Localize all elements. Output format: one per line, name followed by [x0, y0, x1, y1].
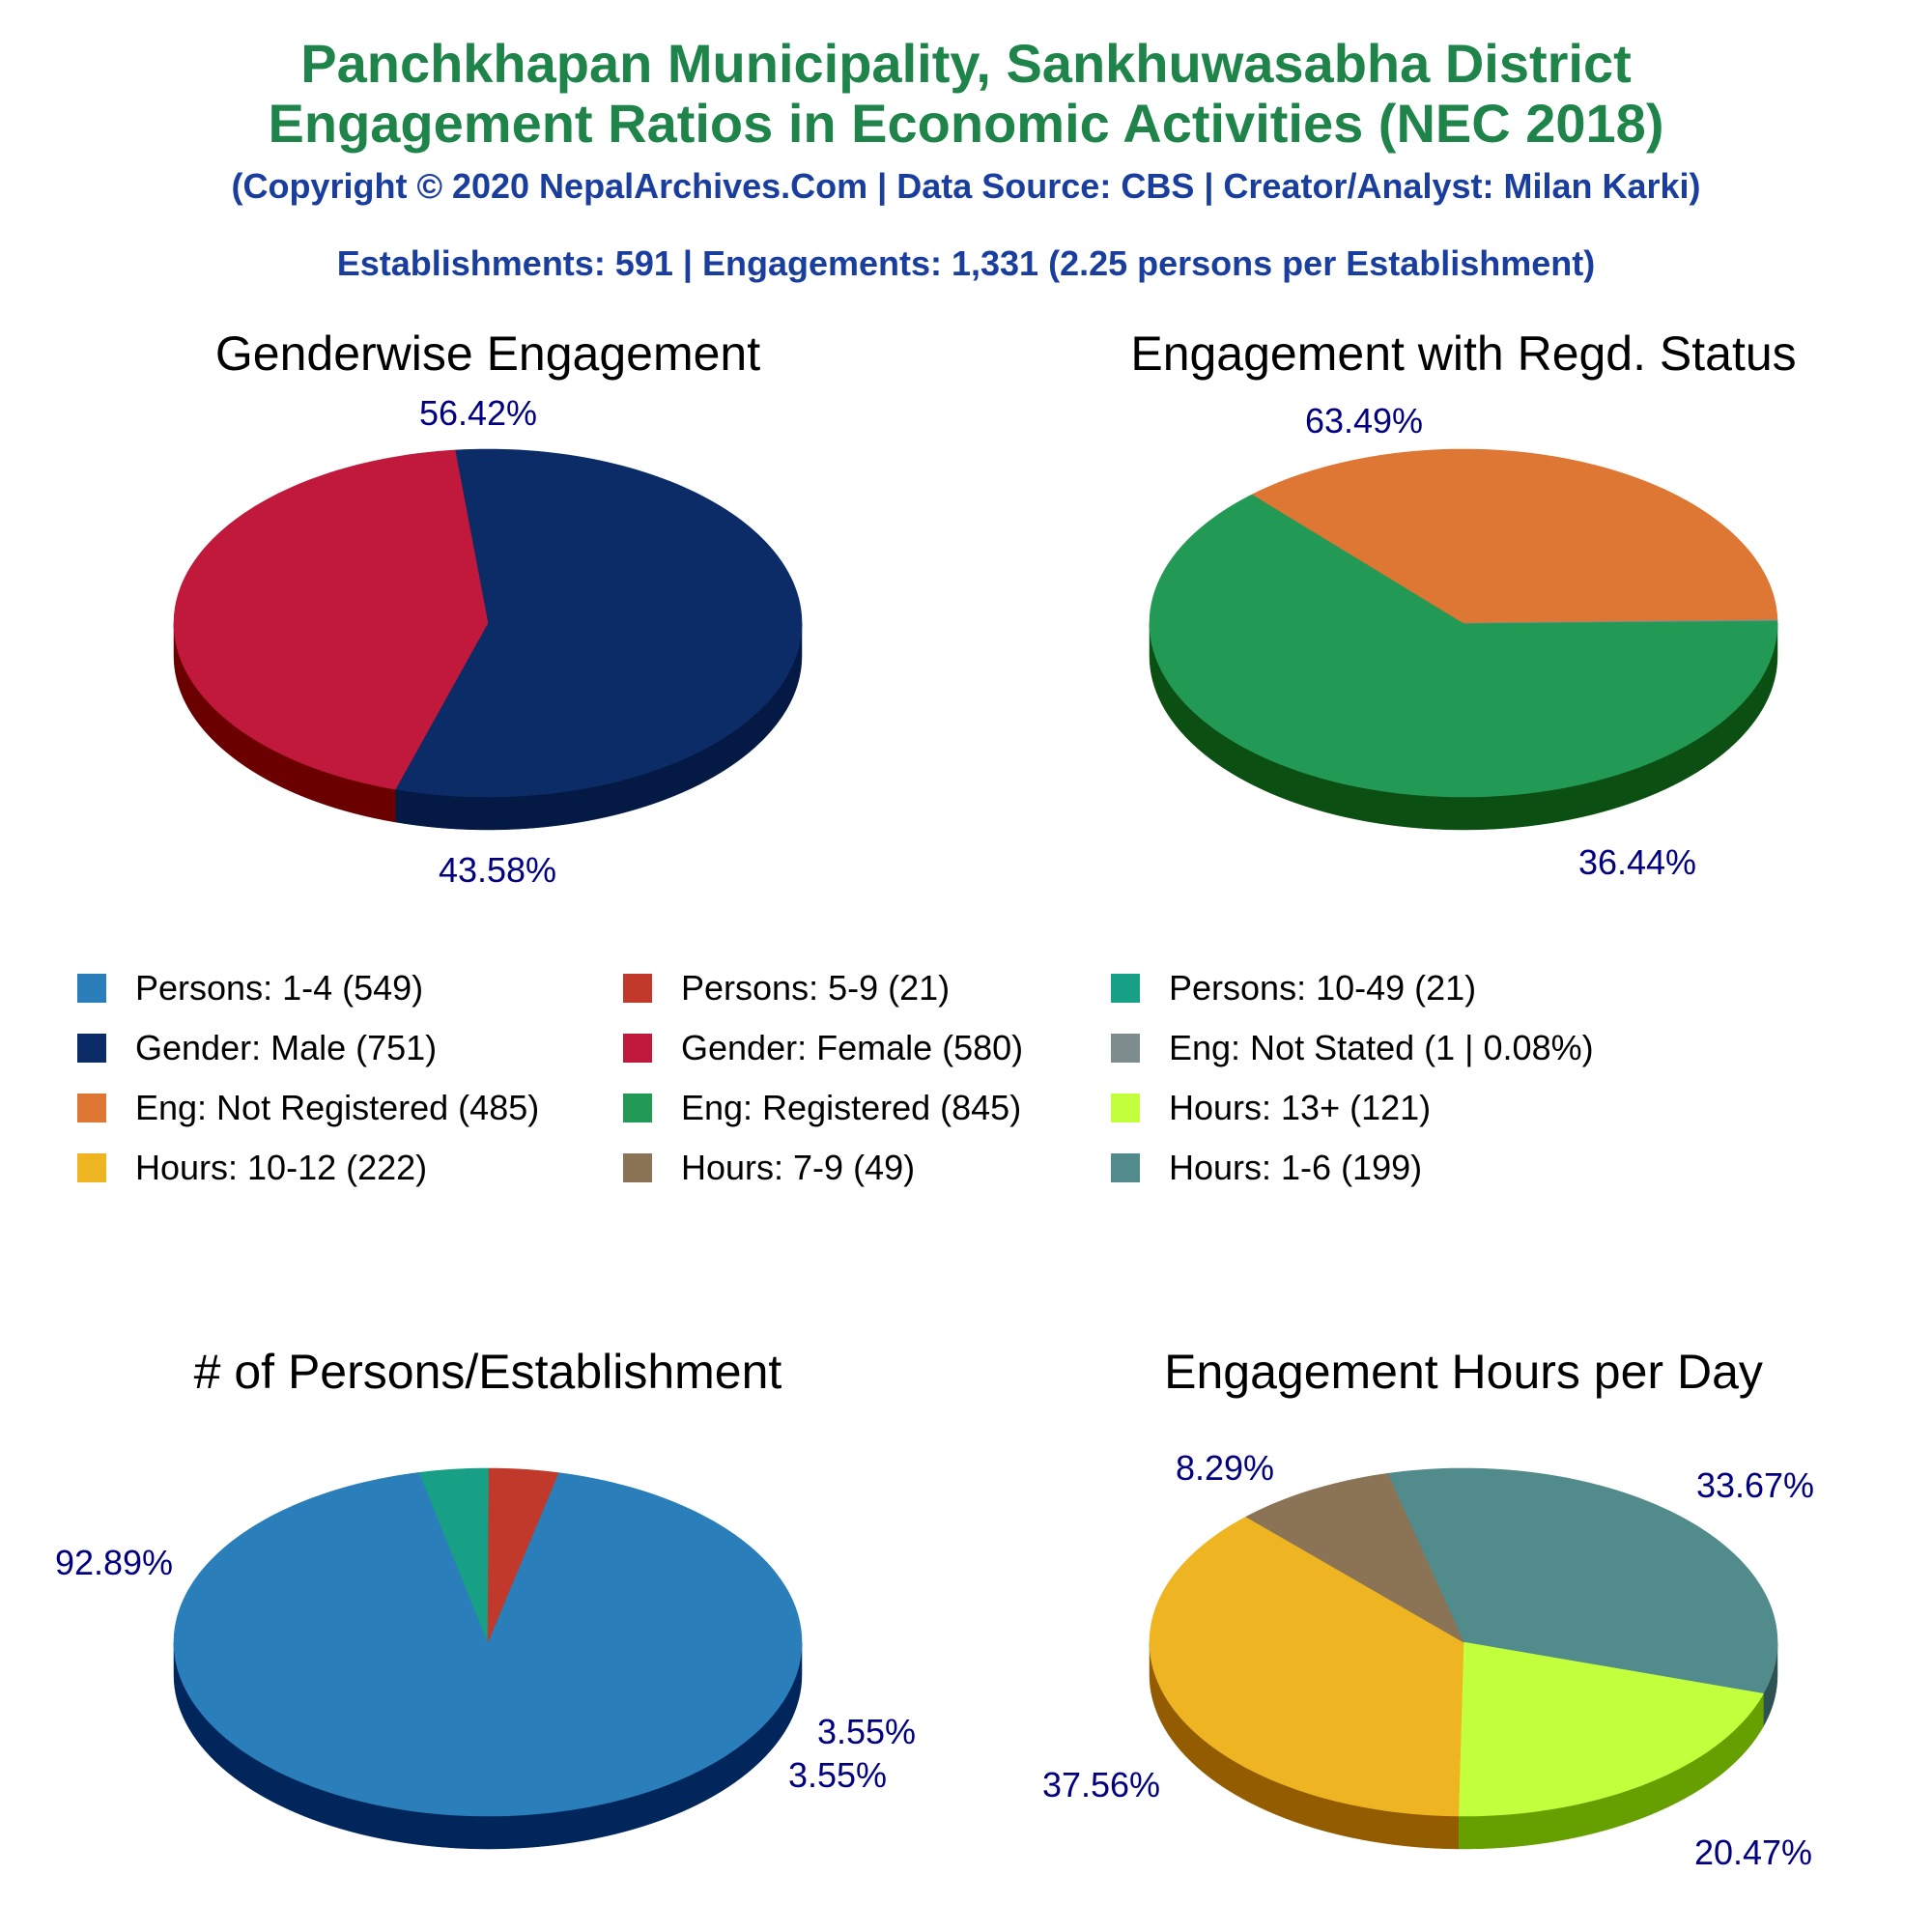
- legend-label: Eng: Registered (845): [681, 1088, 1022, 1127]
- pie-slice-label: 3.55%: [816, 1712, 917, 1751]
- pie-title: Engagement Hours per Day: [1164, 1345, 1763, 1399]
- pie-slice-label: 56.42%: [418, 393, 538, 433]
- legend-swatch: [77, 1094, 106, 1122]
- page-title-line1: Panchkhapan Municipality, Sankhuwasabha District: [300, 33, 1632, 94]
- legend-label: Hours: 7-9 (49): [681, 1148, 916, 1187]
- pie-chart-4: [1042, 1345, 1814, 1872]
- pie-title: Genderwise Engagement: [214, 327, 761, 381]
- pie-slice-label: 33.67%: [1695, 1465, 1815, 1505]
- legend-item: [77, 1144, 427, 1192]
- legend-swatch: [623, 1094, 652, 1122]
- pie-chart-2: [1130, 327, 1796, 882]
- legend-label: Gender: Female (580): [681, 1028, 1024, 1067]
- pie-chart-1: [174, 327, 802, 890]
- pie-title: # of Persons/Establishment: [193, 1345, 782, 1399]
- legend-swatch: [77, 974, 106, 1003]
- legend-label: Hours: 13+ (121): [1169, 1088, 1432, 1127]
- legend-label: Persons: 5-9 (21): [681, 968, 951, 1008]
- legend-swatch: [1111, 974, 1140, 1003]
- legend-label: Persons: 10-49 (21): [1169, 968, 1477, 1008]
- legend-item: [77, 964, 423, 1012]
- legend-item: [623, 964, 950, 1012]
- legend-swatch: [623, 1034, 652, 1063]
- legend-label: Persons: 1-4 (549): [135, 968, 424, 1008]
- legend-item: [623, 1024, 1023, 1072]
- legend-label: Eng: Not Stated (1 | 0.08%): [1169, 1028, 1594, 1067]
- pie-slice-label: 92.89%: [54, 1543, 174, 1582]
- legend-swatch: [77, 1034, 106, 1063]
- pie-slice-label: 43.58%: [438, 850, 557, 890]
- legend-label: Hours: 1-6 (199): [1169, 1148, 1423, 1187]
- legend-swatch: [623, 974, 652, 1003]
- legend-swatch: [623, 1153, 652, 1182]
- legend-swatch: [1111, 1034, 1140, 1063]
- summary-line: Establishments: 591 | Engagements: 1,331 (2.25 persons per Establishment): [336, 243, 1596, 283]
- pie-slice-label: 8.29%: [1175, 1448, 1275, 1488]
- pie-chart-3: [55, 1345, 916, 1849]
- legend-item: [1111, 1024, 1594, 1072]
- legend-item: [623, 1144, 915, 1192]
- legend-swatch: [1111, 1094, 1140, 1122]
- legend-item: [623, 1084, 1021, 1132]
- legend-swatch: [77, 1153, 106, 1182]
- pie-title: Engagement with Regd. Status: [1130, 327, 1797, 381]
- pie-slice-label: 63.49%: [1304, 401, 1424, 440]
- legend-item: [77, 1024, 437, 1072]
- legend-label: Hours: 10-12 (222): [135, 1148, 428, 1187]
- legend: [0, 964, 1932, 1215]
- legend-label: Eng: Not Registered (485): [135, 1088, 540, 1127]
- legend-item: [1111, 1144, 1422, 1192]
- pie-slice-label: 20.47%: [1693, 1833, 1813, 1872]
- legend-label: Gender: Male (751): [135, 1028, 438, 1067]
- legend-item: [1111, 964, 1476, 1012]
- copyright-subtitle: (Copyright © 2020 NepalArchives.Com | Data Source: CBS | Creator/Analyst: Milan Karki): [231, 166, 1701, 206]
- page-title-line2: Engagement Ratios in Economic Activities (NEC 2018): [268, 93, 1664, 154]
- pie-slice-label: 37.56%: [1041, 1765, 1161, 1804]
- legend-item: [1111, 1084, 1431, 1132]
- pie-slice-label: 3.55%: [787, 1755, 888, 1795]
- legend-item: [77, 1084, 539, 1132]
- pie-slice-label: 36.44%: [1577, 842, 1697, 882]
- legend-swatch: [1111, 1153, 1140, 1182]
